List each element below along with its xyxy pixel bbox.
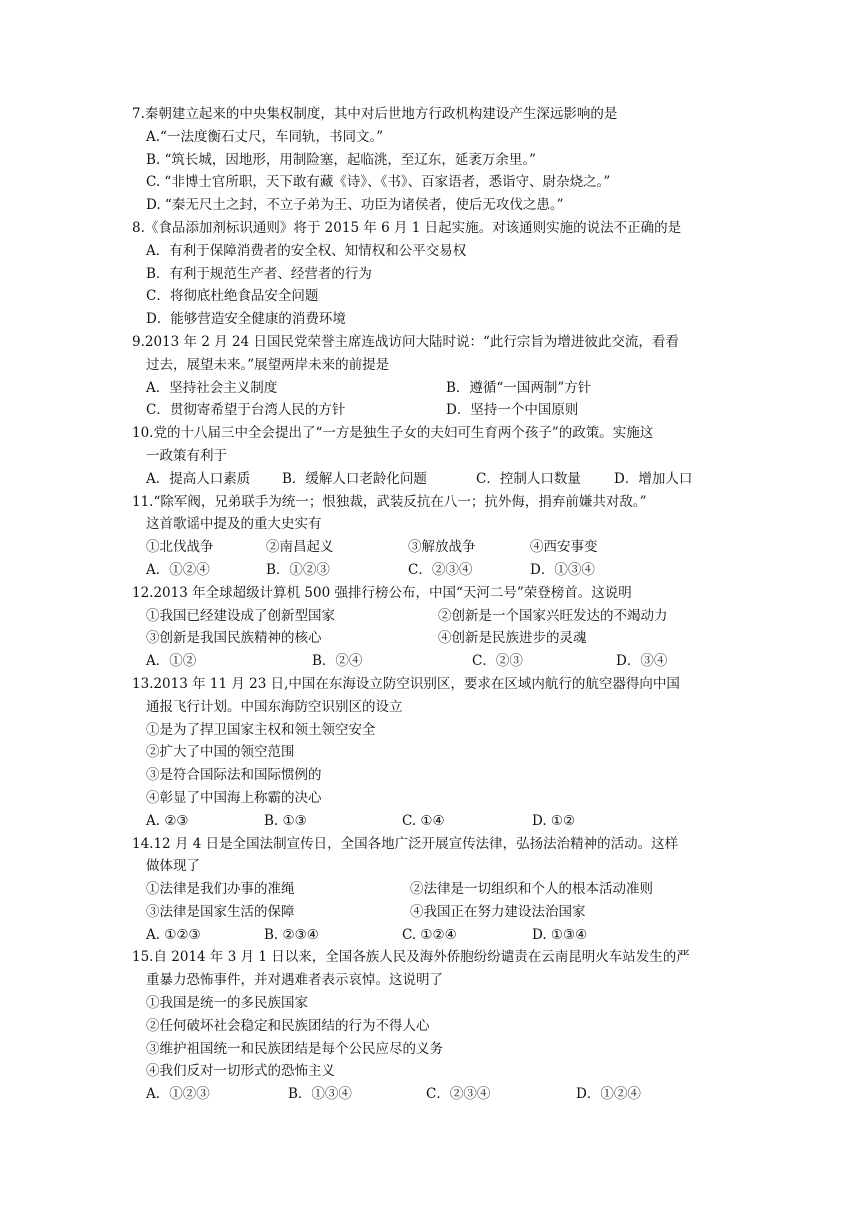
option-item: ②法律是一切组织和个人的根本活动准则 — [410, 881, 653, 898]
option-item: ④西安事变 — [530, 539, 598, 556]
option-item: C. ①②④ — [402, 926, 457, 943]
question-13 — [132, 673, 742, 833]
option-item: ①法律是我们办事的准绳 — [146, 881, 295, 898]
option-item: C．控制人口数量 — [476, 470, 581, 487]
option-line: C. “非博士官所职，天下敢有藏《诗》、《书》、百家语者，悉诣守、尉杂烧之。” — [146, 174, 611, 191]
option-item: A. ②③ — [146, 812, 189, 829]
option-line: D. “秦无尺土之封，不立子弟为王、功臣为诸侯者，使后无攻伐之患。” — [146, 197, 564, 214]
option-item: ③法律是国家生活的保障 — [146, 903, 295, 920]
option-row — [132, 901, 742, 924]
option-item: B. ②③④ — [264, 926, 319, 943]
option-item: B．①②③ — [266, 561, 330, 578]
question-stem-line: 14.12 月 4 日是全国法制宣传日，全国各地广泛开展宣传法律，弘扬法治精神的活动。这样 — [132, 835, 679, 852]
option-line: ④我们反对一切形式的恐怖主义 — [146, 1063, 335, 1080]
question-stem-line: 13.2013 年 11 月 23 日,中国在东海设立防空识别区，要求在区域内航行的航空器得向中国 — [132, 675, 680, 692]
option-item: ④创新是民族进步的灵魂 — [438, 630, 587, 647]
question-stem-line: 做体现了 — [146, 858, 200, 875]
option-item: B．①③④ — [288, 1086, 352, 1103]
option-line: ①我国是统一的多民族国家 — [146, 995, 308, 1012]
option-line: ③维护祖国统一和民族团结是每个公民应尽的义务 — [146, 1040, 443, 1057]
option-row — [132, 924, 742, 947]
option-item: D．①③④ — [530, 561, 595, 578]
option-row — [132, 468, 742, 491]
question-stem-line: 一政策有利于 — [146, 447, 227, 464]
option-row — [132, 399, 742, 422]
option-row — [132, 559, 742, 582]
option-item: A．①②④ — [146, 561, 210, 578]
option-item: ④我国正在努力建设法治国家 — [410, 903, 586, 920]
option-row — [132, 377, 742, 400]
question-stem-line: 8.《食品添加剂标识通则》将于 2015 年 6 月 1 日起实施。对该通则实施的说法不正确的是 — [132, 219, 682, 236]
question-stem-line: 7.秦朝建立起来的中央集权制度，其中对后世地方行政机构建设产生深远影响的是 — [132, 106, 618, 122]
option-line: ②任何破坏社会稳定和民族团结的行为不得人心 — [146, 1017, 430, 1034]
question-stem-line: 这首歌谣中提及的重大史实有 — [146, 516, 322, 533]
option-line: ①是为了捍卫国家主权和领土领空安全 — [146, 721, 376, 738]
question-15 — [132, 946, 742, 1106]
option-item: A．坚持社会主义制度 — [146, 379, 278, 396]
option-line: B. “筑长城，因地形，用制险塞，起临洮，至辽东，延袤万余里。” — [146, 151, 537, 168]
option-item: ①北伐战争 — [146, 539, 214, 556]
option-line: ④彰显了中国海上称霸的决心 — [146, 789, 322, 806]
option-line: A．有利于保障消费者的安全权、知情权和公平交易权 — [146, 242, 467, 259]
question-10 — [132, 422, 742, 490]
option-item: C. ①④ — [402, 812, 445, 829]
option-item: C．②③ — [472, 653, 523, 670]
option-line: A.“一法度衡石丈尺，车同轨，书同文。” — [146, 128, 384, 145]
option-item: A. ①②③ — [146, 926, 201, 943]
option-line: C．将彻底杜绝食品安全问题 — [146, 288, 319, 305]
option-line: B．有利于规范生产者、经营者的行为 — [146, 265, 372, 282]
option-item: ②创新是一个国家兴旺发达的不竭动力 — [438, 607, 668, 624]
question-7 — [132, 103, 742, 217]
option-row — [132, 1083, 742, 1106]
option-item: ①我国已经建设成了创新型国家 — [146, 607, 335, 624]
question-stem-line: 12.2013 年全球超级计算机 500 强排行榜公布，中国“天河二号”荣登榜首。这说明 — [132, 584, 632, 601]
option-item: D．①②④ — [576, 1086, 641, 1103]
option-row — [132, 650, 742, 673]
option-item: ②南昌起义 — [266, 539, 334, 556]
question-stem-line: 通报飞行计划。中国东海防空识别区的设立 — [146, 698, 403, 715]
option-row — [132, 627, 742, 650]
option-item: D．坚持一个中国原则 — [446, 402, 579, 419]
option-item: A．①② — [146, 653, 197, 670]
question-stem-line: 重暴力恐怖事件，并对遇难者表示哀悼。这说明了 — [146, 972, 443, 989]
option-item: B．遵循“一国两制”方针 — [446, 379, 592, 396]
option-item: A．提高人口素质 — [146, 470, 251, 487]
question-14 — [132, 833, 742, 947]
option-row — [132, 810, 742, 833]
question-list — [132, 103, 742, 1106]
option-item: C．贯彻寄希望于台湾人民的方针 — [146, 402, 346, 419]
option-item: D. ①② — [532, 812, 576, 829]
option-item: ③创新是我国民族精神的核心 — [146, 630, 322, 647]
option-line: ③是符合国际法和国际惯例的 — [146, 767, 322, 784]
question-stem-line: 过去，展望未来。”展望两岸未来的前提是 — [146, 356, 390, 373]
option-item: D. ①③④ — [532, 926, 588, 943]
option-line: D．能够营造安全健康的消费环境 — [146, 311, 346, 328]
question-12 — [132, 582, 742, 673]
option-item: D．③④ — [616, 653, 668, 670]
question-stem-line: 15.自 2014 年 3 月 1 日以来，全国各族人民及海外侨胞纷纷谴责在云南昆明火车站发生的严 — [132, 949, 690, 966]
option-item: B．缓解人口老龄化问题 — [282, 470, 427, 487]
question-stem-line: 11.“除军阀，兄弟联手为统一；恨独裁，武装反抗在八一；抗外侮，捐弃前嫌共对敌。” — [132, 493, 647, 510]
option-row — [132, 878, 742, 901]
question-stem-line: 10.党的十八届三中全会提出了“一方是独生子女的夫妇可生育两个孩子”的政策。实施这 — [132, 425, 654, 442]
option-row — [132, 536, 742, 559]
question-stem-line: 9.2013 年 2 月 24 日国民党荣誉主席连战访问大陆时说：“此行宗旨为增进彼此交流，看看 — [132, 333, 679, 350]
option-item: ③解放战争 — [408, 539, 476, 556]
option-item: A．①②③ — [146, 1086, 210, 1103]
option-line: ②扩大了中国的领空范围 — [146, 744, 295, 761]
option-item: C．②③④ — [408, 561, 473, 578]
option-item: B．②④ — [312, 653, 363, 670]
question-9 — [132, 331, 742, 422]
option-row — [132, 605, 742, 628]
question-8 — [132, 217, 742, 331]
option-item: C．②③④ — [426, 1086, 491, 1103]
option-item: B. ①③ — [264, 812, 307, 829]
option-item: D．增加人口 — [614, 470, 693, 487]
question-11 — [132, 491, 742, 582]
